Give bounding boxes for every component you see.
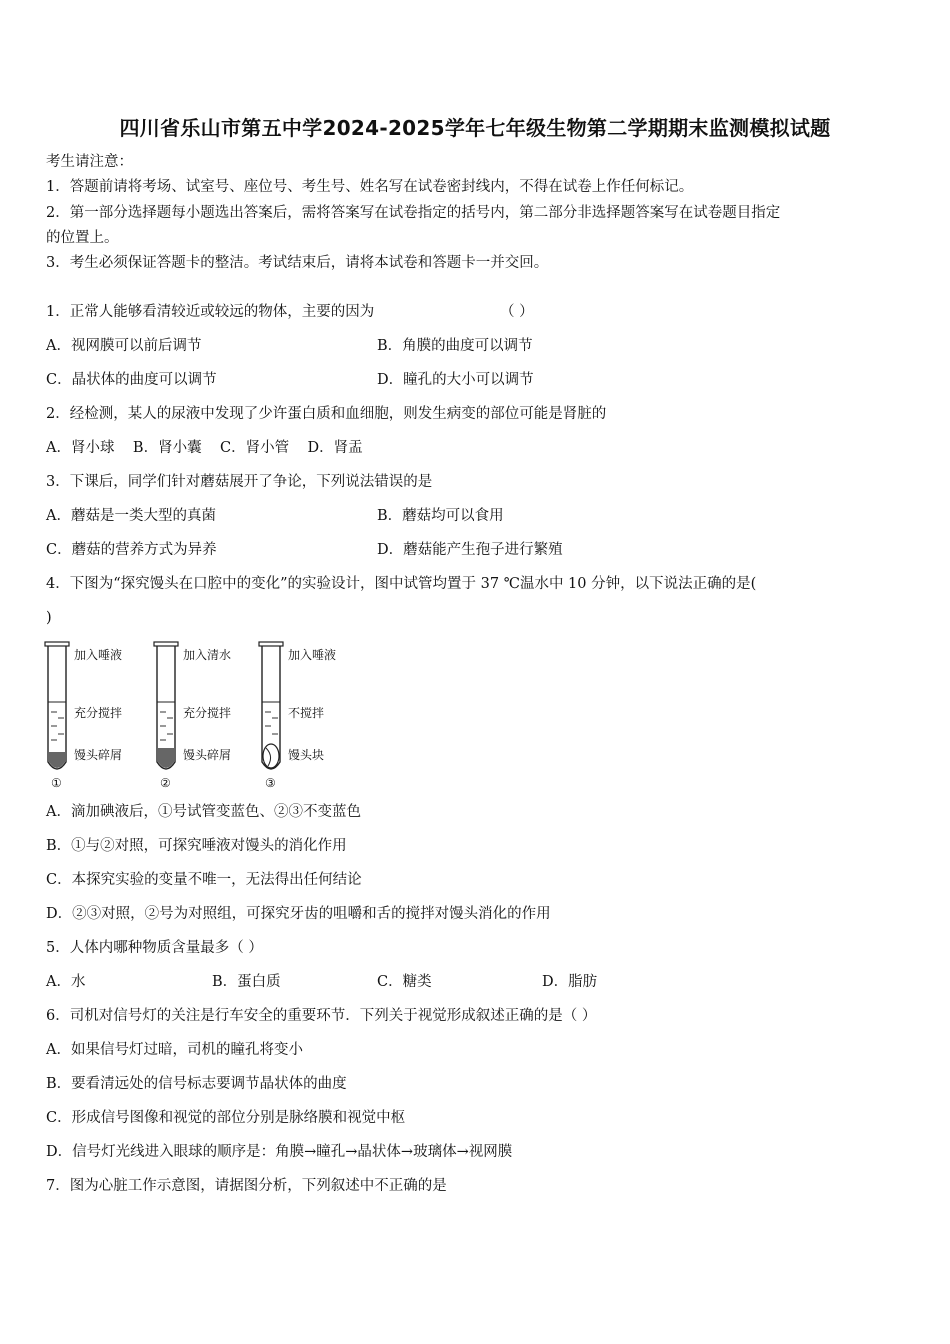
q4-stem: 4．下图为“探究馒头在口腔中的变化”的实验设计，图中试管均置于 37 ℃温水中 10 分钟，以下说法正确的是(	[46, 576, 757, 592]
test-tube-figure	[40, 636, 360, 796]
q6-option-d: D．信号灯光线进入眼球的顺序是：角膜→瞳孔→晶状体→玻璃体→视网膜	[46, 1144, 513, 1160]
q7-stem: 7．图为心脏工作示意图，请据图分析，下列叙述中不正确的是	[46, 1178, 447, 1194]
q5-option-b: B．蛋白质	[212, 974, 281, 990]
q5-option-a: A．水	[46, 974, 86, 990]
q4-option-d: D．②③对照，②号为对照组，可探究牙齿的咀嚼和舌的搅拌对馒头消化的作用	[46, 906, 551, 922]
test-tube-2	[154, 642, 178, 769]
tube2-mid-label: 充分搅拌	[183, 706, 232, 720]
q3-option-b: B．蘑菇均可以食用	[377, 508, 504, 524]
tube3-number: ③	[265, 776, 276, 790]
test-tube-3	[259, 642, 283, 769]
q3-option-a: A．蘑菇是一类大型的真菌	[46, 508, 216, 524]
notice-item-2-cont: 的位置上。	[46, 230, 119, 246]
q3-option-d: D．蘑菇能产生孢子进行繁殖	[377, 542, 563, 558]
q1-option-a: A．视网膜可以前后调节	[46, 338, 202, 354]
q6-option-a: A．如果信号灯过暗，司机的瞳孔将变小	[46, 1042, 303, 1058]
q1-stem: 1．正常人能够看清较近或较远的物体，主要的因为	[46, 304, 375, 320]
tube2-number: ②	[160, 776, 171, 790]
tube2-bottom-label: 馒头碎屑	[183, 748, 232, 762]
q4-option-a: A．滴加碘液后，①号试管变蓝色、②③不变蓝色	[46, 804, 361, 820]
q6-stem: 6．司机对信号灯的关注是行车安全的重要环节．下列关于视觉形成叙述正确的是（ ）	[46, 1008, 597, 1024]
q2-stem: 2．经检测，某人的尿液中发现了少许蛋白质和血细胞，则发生病变的部位可能是肾脏的	[46, 406, 607, 422]
test-tube-1	[45, 642, 69, 769]
q5-option-c: C．糖类	[377, 974, 432, 990]
q3-stem: 3．下课后，同学们针对蘑菇展开了争论，下列说法错误的是	[46, 474, 433, 490]
tube1-top-label: 加入唾液	[74, 648, 123, 662]
q1-bracket: （ ）	[500, 304, 534, 320]
tube3-mid-label: 不搅拌	[288, 706, 325, 720]
tube1-mid-label: 充分搅拌	[74, 706, 123, 720]
tube3-bottom-label: 馒头块	[288, 748, 325, 762]
q4-option-b: B．①与②对照，可探究唾液对馒头的消化作用	[46, 838, 347, 854]
notice-item-2: 2．第一部分选择题每小题选出答案后，需将答案写在试卷指定的括号内，第二部分非选择题答案写在试卷题目指定	[46, 205, 781, 221]
q1-option-b: B．角膜的曲度可以调节	[377, 338, 533, 354]
notice-item-1: 1．答题前请将考场、试室号、座位号、考生号、姓名写在试卷密封线内，不得在试卷上作任何标记。	[46, 179, 694, 195]
tube1-number: ①	[51, 776, 62, 790]
q6-option-c: C．形成信号图像和视觉的部位分别是脉络膜和视觉中枢	[46, 1110, 406, 1126]
q1-option-c: C．晶状体的曲度可以调节	[46, 372, 217, 388]
q6-option-b: B．要看清远处的信号标志要调节晶状体的曲度	[46, 1076, 347, 1092]
tube1-bottom-label: 馒头碎屑	[74, 748, 123, 762]
q5-stem: 5．人体内哪种物质含量最多（ ）	[46, 940, 263, 956]
q5-option-d: D．脂肪	[542, 974, 598, 990]
q1-option-d: D．瞳孔的大小可以调节	[377, 372, 534, 388]
q2-options: A．肾小球 B．肾小囊 C．肾小管 D．肾盂	[46, 440, 363, 456]
notice-heading: 考生请注意：	[46, 154, 133, 170]
q3-option-c: C．蘑菇的营养方式为异养	[46, 542, 217, 558]
tube3-top-label: 加入唾液	[288, 648, 337, 662]
page-title: 四川省乐山市第五中学2024-2025学年七年级生物第二学期期末监测模拟试题	[119, 116, 831, 140]
notice-item-3: 3．考生必须保证答题卡的整洁。考试结束后，请将本试卷和答题卡一并交回。	[46, 255, 549, 271]
q4-option-c: C．本探究实验的变量不唯一，无法得出任何结论	[46, 872, 362, 888]
q4-stem-end: )	[46, 610, 52, 626]
tube2-top-label: 加入清水	[183, 648, 232, 662]
